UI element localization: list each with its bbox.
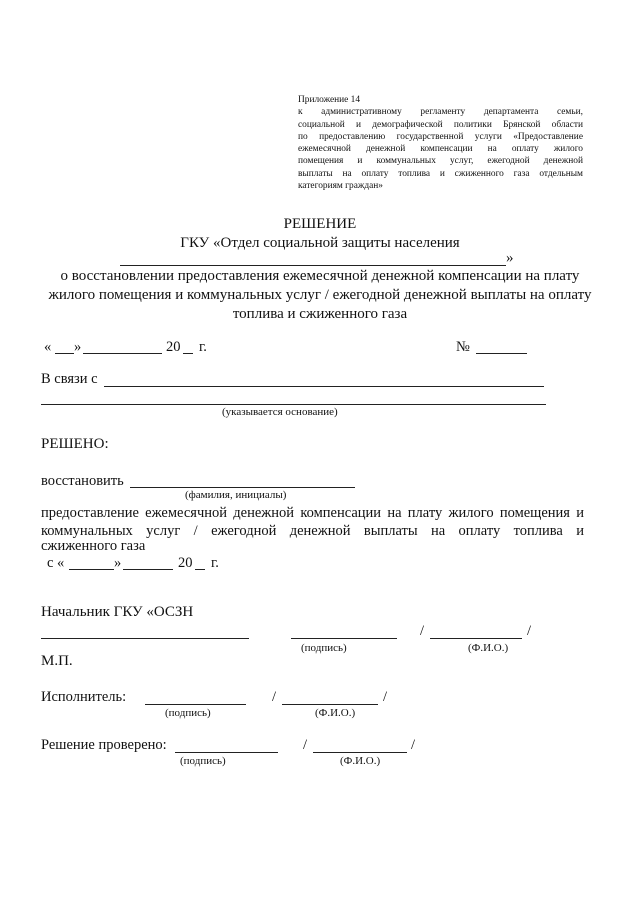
number-blank	[476, 353, 527, 354]
from-year-prefix: 20	[178, 555, 193, 571]
executor-signature-blank	[145, 704, 246, 705]
year-blank	[183, 353, 193, 354]
document-title: РЕШЕНИЕ	[283, 216, 357, 232]
reason-label: В связи с	[41, 371, 98, 387]
appendix-block	[298, 94, 583, 192]
from-prefix: с «	[47, 555, 65, 571]
appendix-line: ежемесячной денежной компенсации на оплату жилого	[298, 144, 583, 155]
head-position-blank	[41, 638, 249, 639]
appendix-line: к административному регламенту департамента семьи,	[298, 107, 583, 118]
executor-slash-right: /	[383, 689, 388, 705]
seal-label: М.П.	[41, 653, 73, 669]
number-label: №	[456, 339, 470, 355]
org-close-quote: »	[506, 250, 514, 266]
appendix-line: по предоставлению государственной услуги «Предоставление	[298, 131, 583, 142]
appendix-line: помещения и коммунальных услуг, ежегодной денежной	[298, 156, 583, 167]
executor-sign-hint: (подпись)	[165, 707, 211, 719]
reason-blank-2	[41, 404, 546, 405]
subject-line: жилого помещения и коммунальных услуг / ежегодной денежной выплаты на оплату	[48, 287, 592, 303]
month-blank	[83, 353, 162, 354]
restore-label: восстановить	[41, 473, 124, 489]
appendix-line: Приложение 14	[298, 95, 361, 105]
executor-fio-hint: (Ф.И.О.)	[315, 707, 356, 719]
subject-line: о восстановлении предоставления ежемесячной денежной компенсации на плату	[60, 268, 580, 284]
checked-signature-blank	[175, 752, 278, 753]
head-slash-left: /	[420, 623, 425, 639]
decision-body-line: коммунальных услуг / ежегодной денежной выплаты на оплату топлива и	[41, 523, 584, 539]
from-day-blank	[69, 569, 114, 570]
checked-fio-blank	[313, 752, 407, 753]
day-blank	[55, 353, 74, 354]
from-month-blank	[123, 569, 173, 570]
date-open-quote: «	[44, 339, 52, 355]
checked-slash-right: /	[411, 737, 416, 753]
checked-slash-left: /	[303, 737, 308, 753]
from-year-suffix: г.	[211, 555, 219, 571]
appendix-line: категориям граждан»	[298, 181, 383, 192]
from-year-blank	[195, 569, 205, 570]
checked-fio-hint: (Ф.И.О.)	[340, 755, 381, 767]
head-fio-blank	[430, 638, 522, 639]
from-close-quote: »	[114, 555, 122, 571]
org-line: ГКУ «Отдел социальной защиты населения	[180, 235, 460, 251]
executor-slash-left: /	[272, 689, 277, 705]
checked-sign-hint: (подпись)	[180, 755, 226, 767]
executor-label: Исполнитель:	[41, 689, 127, 705]
executor-fio-blank	[282, 704, 378, 705]
date-close-quote: »	[74, 339, 82, 355]
decision-body-line: предоставление ежемесячной денежной компенсации на плату жилого помещения и	[41, 505, 584, 521]
head-slash-right: /	[527, 623, 532, 639]
decision-body-line: сжиженного газа	[41, 538, 146, 554]
appendix-line: социальной и демографической политики Брянской области	[298, 119, 583, 130]
head-sign-hint: (подпись)	[301, 642, 347, 654]
year-suffix: г.	[199, 339, 207, 355]
checked-label: Решение проверено:	[41, 737, 167, 753]
head-title: Начальник ГКУ «ОСЗН	[41, 604, 194, 620]
reason-hint: (указывается основание)	[222, 406, 338, 418]
decision-heading: РЕШЕНО:	[41, 436, 109, 452]
restore-name-blank	[130, 487, 355, 488]
reason-blank	[104, 386, 544, 387]
org-name-blank	[120, 265, 506, 266]
head-fio-hint: (Ф.И.О.)	[468, 642, 509, 654]
appendix-line: выплаты на оплату топлива и сжиженного газа отдельным	[298, 168, 583, 179]
head-signature-blank	[291, 638, 397, 639]
name-hint: (фамилия, инициалы)	[185, 489, 287, 501]
year-prefix: 20	[166, 339, 181, 355]
subject-line: топлива и сжиженного газа	[232, 306, 408, 322]
